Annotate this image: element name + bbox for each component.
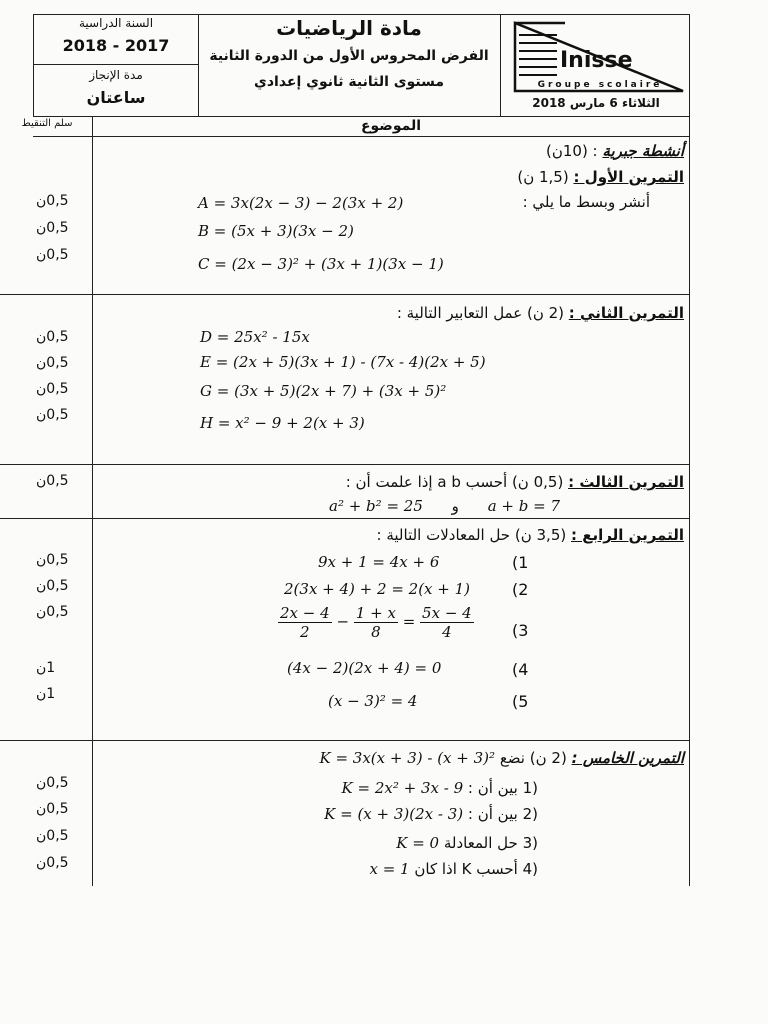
ex5-header (200, 749, 684, 767)
ex2-expr-g: G = (3x + 5)(2x + 7) + (3x + 5)² (200, 382, 447, 400)
ex4-mark-4: 1ن (36, 660, 56, 676)
exam-date: الثلاثاء 6 مارس 2018 (532, 96, 660, 110)
year-label: السنة الدراسية (78, 16, 154, 30)
ex5-q1-expr: K = 2x² + 3x - 9 (341, 779, 464, 797)
separator-4 (0, 740, 689, 741)
ex3-title: التمرين الثالث : (568, 473, 684, 491)
ex1-title: التمرين الأول : (573, 168, 684, 186)
ex1-instruction: أنشر وبسط ما يلي : (522, 193, 650, 211)
year-value: 2018 - 2017 (62, 36, 170, 55)
eq3-fraction-2: $\frac{1 + x}{8}$ (355, 604, 396, 641)
ex5-mark-3: 0,5ن (36, 828, 69, 844)
ex4-num-2: (2 (512, 580, 529, 599)
ex1-mark-2: 0,5ن (36, 220, 69, 236)
exam-title: الفرض المحروس الأول من الدورة الثانية (209, 48, 489, 64)
ex1-expr-c: C = (2x − 3)² + (3x + 1)(3x − 1) (198, 255, 444, 273)
ex1-points: (1,5 ن) (517, 168, 569, 186)
ex4-equation-2: 2(3x + 4) + 2 = 2(x + 1) (284, 580, 471, 598)
separator-3 (0, 518, 689, 519)
marks-column-header: سلم التنقيط (21, 118, 73, 129)
ex2-expr-e: E = (2x + 5)(3x + 1) - (7x - 4)(2x + 5) (200, 353, 486, 371)
subject-column-header: الموضوع (360, 118, 422, 134)
duration-label: مدة الإنجاز (89, 68, 143, 82)
ex5-q3-expr: K = 0 (396, 834, 440, 852)
ex5-mark-4: 0,5ن (36, 855, 69, 871)
ex2-instruction: عمل التعابير التالية : (396, 304, 523, 322)
ex4-mark-1: 0,5ن (36, 552, 69, 568)
separator-2 (0, 464, 689, 465)
ex3-joiner: و (451, 497, 459, 515)
part-title-row (300, 142, 684, 160)
ex1-expr-a: A = 3x(2x − 3) − 2(3x + 2) (198, 194, 404, 212)
ex5-definition: K = 3x(x + 3) - (x + 3)² (319, 749, 496, 767)
column-header-line (33, 136, 689, 137)
part-points: : (10ن) (545, 142, 598, 160)
ex1-expr-b: B = (5x + 3)(3x − 2) (198, 222, 354, 240)
eq3-fraction-3: $\frac{5x - 4}{4}$ (422, 604, 472, 641)
ex3-condition-squares: a² + b² = 25 (329, 497, 423, 515)
ex5-q2-expr: K = (x + 3)(2x - 3) (324, 805, 464, 823)
marks-column-divider (92, 116, 93, 886)
ex5-mark-1: 0,5ن (36, 775, 69, 791)
ex4-mark-5: 1ن (36, 686, 56, 702)
ex5-question-1: (1 بين أن : K = 2x² + 3x - 9 (341, 779, 538, 797)
ex4-equation-3: $\frac{2x - 4}{2}$ − $\frac{1 + x}{8}$ = $\frac{5x - 4}{4}$ (280, 604, 472, 641)
frame-top (33, 14, 689, 15)
ex5-question-4: (4 أحسب K اذا كان x = 1 (369, 860, 538, 878)
ex2-mark-1: 0,5ن (36, 329, 69, 345)
ex3-condition-sum: a + b = 7 (487, 497, 560, 515)
ex4-num-5: (5 (512, 692, 529, 711)
header-left-split (33, 64, 198, 65)
ex4-mark-3: 0,5ن (36, 604, 69, 620)
ex4-equation-4: (4x − 2)(2x + 4) = 0 (287, 659, 442, 677)
logo-name: Inisse (560, 48, 633, 73)
ex1-header (300, 168, 684, 186)
ex4-title: التمرين الرابع : (571, 526, 684, 544)
ex4-equation-1: 9x + 1 = 4x + 6 (318, 553, 440, 571)
ex5-points: (2 ن) (529, 749, 567, 767)
ex3-mark: 0,5ن (36, 473, 69, 489)
logo-subtitle: Groupe scolaire (537, 80, 663, 90)
ex4-num-4: (4 (512, 660, 529, 679)
ex1-mark-3: 0,5ن (36, 247, 69, 263)
eq3-fraction-1: $\frac{2x - 4}{2}$ (280, 604, 330, 641)
ex4-equation-5: (x − 3)² = 4 (328, 692, 418, 710)
separator-1 (0, 294, 689, 295)
header-bottom (33, 116, 689, 117)
duration-value: ساعتان (86, 88, 146, 107)
ex2-mark-4: 0,5ن (36, 407, 69, 423)
ex5-instruction: نضع (499, 749, 525, 767)
ex3-header (250, 473, 684, 491)
ex4-points: (3,5 ن) (514, 526, 567, 544)
ex5-title: التمرين الخامس : (571, 749, 684, 767)
frame-right (689, 14, 690, 886)
ex4-instruction: حل المعادلات التالية : (376, 526, 511, 544)
ex2-title: التمرين الثاني : (568, 304, 684, 322)
ex3-conditions (180, 497, 560, 515)
header-divider-right (500, 14, 501, 116)
ex4-num-3: (3 (512, 621, 529, 640)
ex2-mark-2: 0,5ن (36, 355, 69, 371)
ex2-points: (2 ن) (526, 304, 565, 322)
subject-title: مادة الرياضيات (276, 16, 422, 40)
ex5-q4-expr: x = 1 (369, 860, 410, 878)
ex4-num-1: (1 (512, 553, 529, 572)
ex4-mark-2: 0,5ن (36, 578, 69, 594)
ex4-header (250, 526, 684, 544)
ex1-mark-1: 0,5ن (36, 193, 69, 209)
ex2-header (300, 304, 684, 322)
ex5-question-3: (3 حل المعادلة K = 0 (396, 834, 538, 852)
level-text: مستوى الثانية ثانوي إعدادي (254, 74, 444, 90)
ex2-expr-d: D = 25x² - 15x (200, 328, 310, 346)
part-title: أنشطة جبرية (602, 142, 684, 160)
ex3-instruction: أحسب a b إذا علمت أن : (345, 473, 508, 491)
ex5-question-2: (2 بين أن : K = (x + 3)(2x - 3) (324, 805, 538, 823)
ex2-mark-3: 0,5ن (36, 381, 69, 397)
ex3-points: (0,5 ن) (511, 473, 564, 491)
ex2-expr-h: H = x² − 9 + 2(x + 3) (200, 414, 365, 432)
ex5-mark-2: 0,5ن (36, 801, 69, 817)
